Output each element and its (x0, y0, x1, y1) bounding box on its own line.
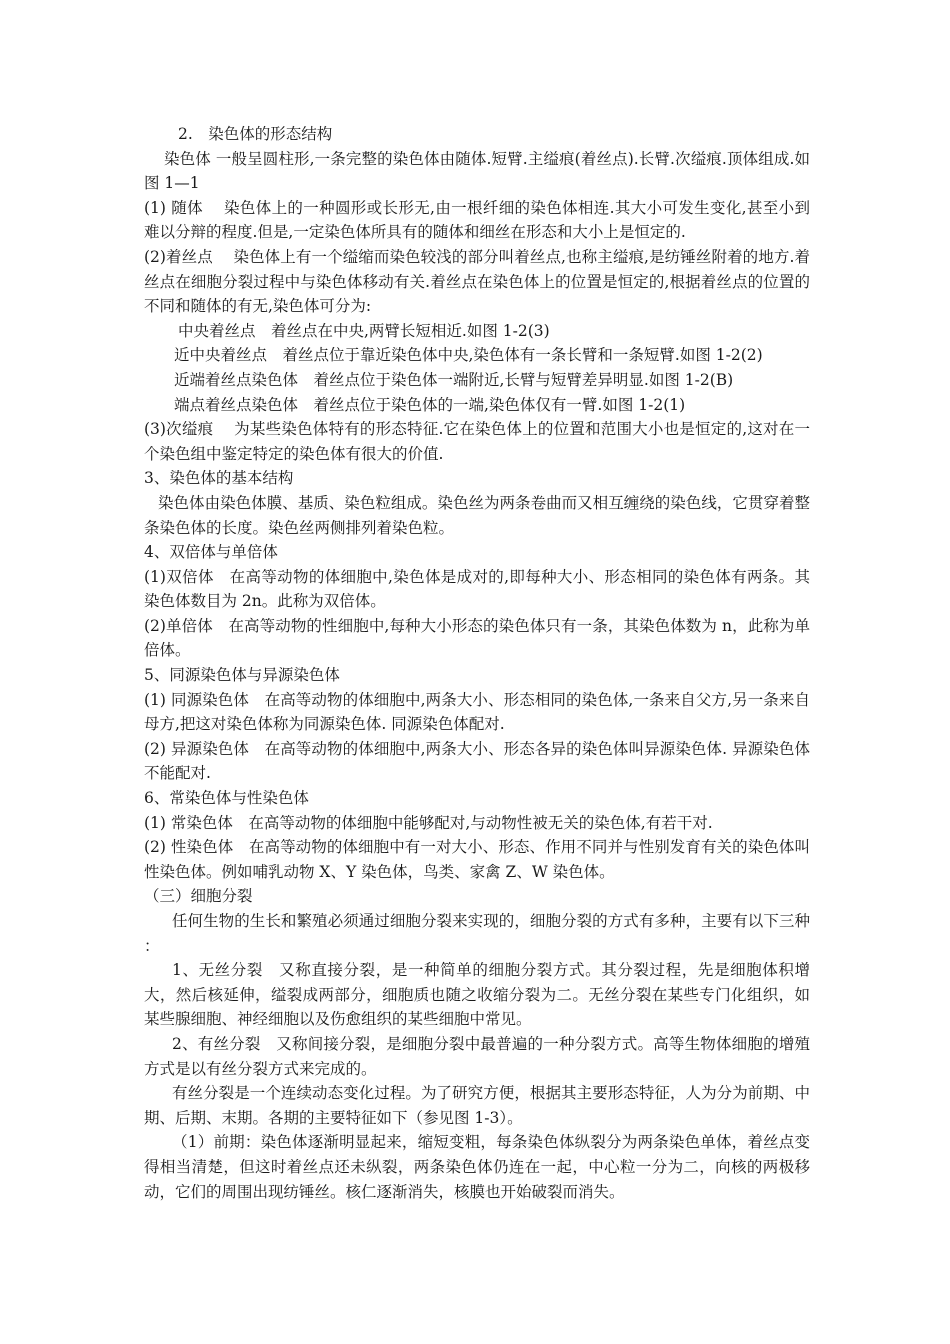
paragraph: 任何生物的生长和繁殖必须通过细胞分裂来实现的，细胞分裂的方式有多种，主要有以下三种 ： (144, 912, 810, 955)
section-heading: 5、同源染色体与异源染色体 (144, 666, 340, 685)
paragraph: （1）前期：染色体逐渐明显起来，缩短变粗，每条染色体纵裂分为两条染色单体，着丝点变得相当清楚，但这时着丝点还未纵裂，两条染色体仍连在一起，中心粒一分为二，向核的两极移动，它们的周围出现纺锤丝。核仁逐渐消失，核膜也开始破裂而消失。 (144, 1133, 810, 1201)
section-heading: 3、染色体的基本结构 (144, 469, 294, 488)
paragraph: (2)单倍体 在高等动物的性细胞中,每种大小形态的染色体只有一条，其染色体数为 n，此称为单倍体。 (144, 616, 810, 660)
list-item: 近端着丝点染色体 着丝点位于染色体一端附近,长臂与短臂差异明显.如图 1-2(B) (174, 370, 734, 389)
paragraph: 染色体由染色体膜、基质、染色粒组成。染色丝为两条卷曲而又相互缠绕的染色线，它贯穿着整条染色体的长度。染色丝两侧排列着染色粒。 (144, 493, 810, 537)
paragraph: 有丝分裂是一个连续动态变化过程。为了研究方便，根据其主要形态特征，人为分为前期、中期、后期、末期。各期的主要特征如下（参见图 1-3）。 (144, 1084, 810, 1127)
list-item: 近中央着丝点 着丝点位于靠近染色体中央,染色体有一条长臂和一条短臂.如图 1-2(2) (174, 346, 763, 365)
document-page (144, 122, 810, 1204)
paragraph: 染色体 一般呈圆柱形,一条完整的染色体由随体.短臂.主缢痕(着丝点).长臂.次缢痕.顶体组成.如图 1—1 (144, 149, 810, 193)
paragraph: (1) 同源染色体 在高等动物的体细胞中,两条大小、形态相同的染色体,一条来自父方,另一条来自母方,把这对染色体称为同源染色体. 同源染色体配对. (144, 690, 810, 734)
section-heading: 2. 染色体的形态结构 (178, 125, 333, 143)
paragraph: (1)双倍体 在高等动物的体细胞中,染色体是成对的,即每种大小、形态相同的染色体有两条。其染色体数目为 2n。此称为双倍体。 (144, 567, 810, 611)
list-item: 端点着丝点染色体 着丝点位于染色体的一端,染色体仅有一臂.如图 1-2(1) (174, 395, 686, 414)
paragraph: (1) 随体 染色体上的一种圆形或长形无,由一根纤细的染色体相连.其大小可发生变化,甚至小到难以分辩的程度.但是,一定染色体所具有的随体和细丝在形态和大小上是恒定的. (144, 198, 810, 242)
list-item: 中央着丝点 着丝点在中央,两臂长短相近.如图 1-2(3) (178, 321, 550, 340)
section-heading: （三）细胞分裂 (144, 887, 253, 906)
paragraph: (2)着丝点 染色体上有一个缢缩而染色较浅的部分叫着丝点,也称主缢痕,是纺锤丝附着的地方.着丝点在细胞分裂过程中与染色体移动有关.着丝点在染色体上的位置是恒定的,根据着丝点的位置的不同和随体的有无,染色体可分为: (144, 247, 810, 316)
paragraph: (1) 常染色体 在高等动物的体细胞中能够配对,与动物性被无关的染色体,有若干对. (144, 813, 713, 832)
paragraph: (3)次缢痕 为某些染色体特有的形态特征.它在染色体上的位置和范围大小也是恒定的,这对在一个染色组中鉴定特定的染色体有很大的价值. (144, 420, 810, 463)
section-heading: 6、常染色体与性染色体 (144, 789, 309, 808)
paragraph: (2) 性染色体 在高等动物的体细胞中有一对大小、形态、作用不同并与性别发育有关的染色体叫性染色体。例如哺乳动物 X、Y 染色体，鸟类、家禽 Z、W 染色体。 (144, 838, 810, 881)
paragraph: 2、有丝分裂 又称间接分裂，是细胞分裂中最普遍的一种分裂方式。高等生物体细胞的增殖方式是以有丝分裂方式来完成的。 (144, 1034, 810, 1078)
paragraph: (2) 异源染色体 在高等动物的体细胞中,两条大小、形态各异的染色体叫异源染色体. 异源染色体不能配对. (144, 739, 810, 783)
section-heading: 4、双倍体与单倍体 (144, 543, 278, 562)
paragraph: 1、无丝分裂 又称直接分裂，是一种简单的细胞分裂方式。其分裂过程，先是细胞体积增大，然后核延伸，缢裂成两部分，细胞质也随之收缩分裂为二。无丝分裂在某些专门化组织，如某些腺细胞、神经细胞以及伤愈组织的某些细胞中常见。 (144, 961, 810, 1029)
